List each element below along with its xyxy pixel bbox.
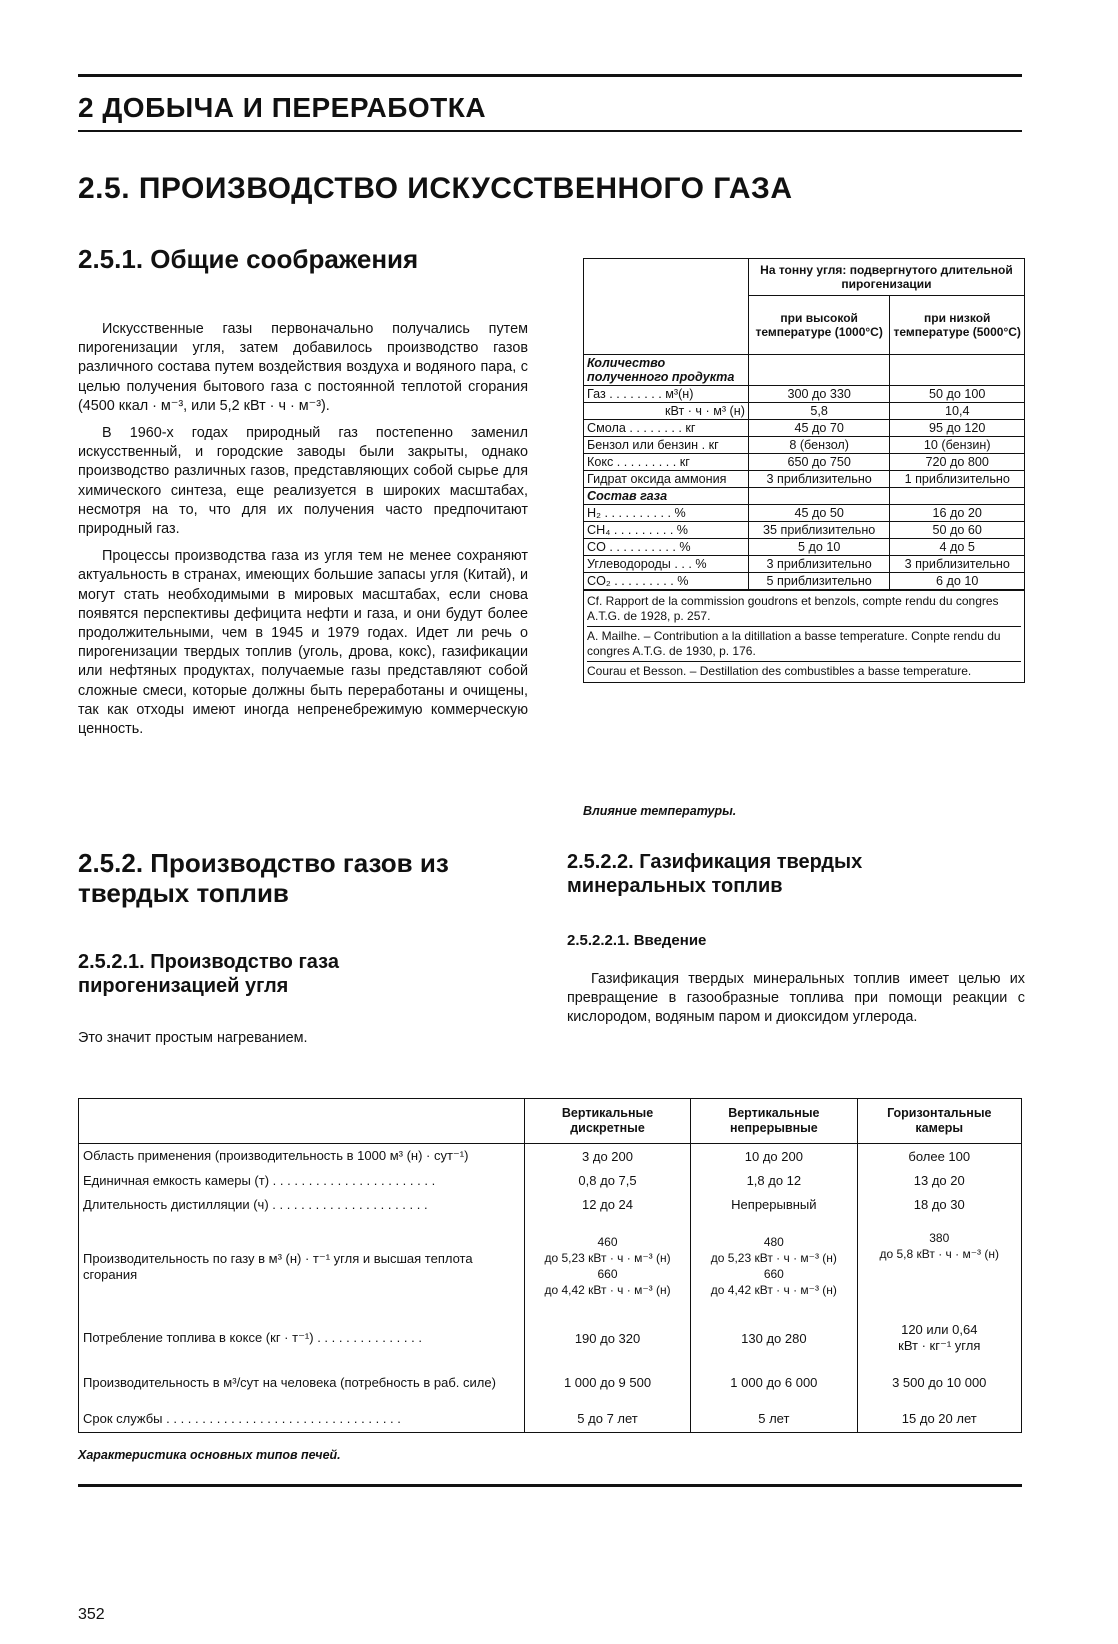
subsection-2-5-1: 2.5.1. Общие соображения	[78, 244, 419, 274]
cell-value: 3 до 200	[524, 1144, 690, 1169]
table-row	[79, 1144, 1022, 1169]
paragraph: Газификация твердых минеральных топлив имеет целью их превращение в газообразные топлива при помощи реакции с кислородом, водяным паром и диоксидом углерода.	[567, 971, 1025, 1026]
cell-value: 18 до 30	[857, 1192, 1021, 1216]
row-label: Углеводороды . . . %	[584, 556, 749, 573]
table-row	[79, 1168, 1022, 1192]
cell-value: 460 до 5,23 кВт · ч · м⁻³ (н) 660 до 4,42 кВт · ч · м⁻³ (н)	[524, 1216, 690, 1316]
cell-value: 300 до 330	[748, 386, 890, 403]
row-label: Длительность дистилляции (ч) . . . . . . . . . . . . . . . . . . . . . .	[79, 1192, 525, 1216]
cell-value: 35 приблизительно	[748, 522, 890, 539]
row-label: Единичная емкость камеры (т) . . . . . . . . . . . . . . . . . . . . . . .	[79, 1168, 525, 1192]
row-label: Область применения (производительность в 1000 м³ (н) · сут⁻¹)	[79, 1144, 525, 1169]
reference: A. Mailhe. – Contribution a la ditillation a basse temperature. Conpte rendu du congres A.T.G. de 1930, p. 176.	[587, 627, 1021, 662]
cell-value: 5,8	[748, 403, 890, 420]
cell-value: 0,8 до 7,5	[524, 1168, 690, 1192]
table-row	[79, 1360, 1022, 1404]
row-label: Срок службы . . . . . . . . . . . . . . . . . . . . . . . . . . . . . . . . .	[79, 1404, 525, 1433]
cell-value: 5 до 7 лет	[524, 1404, 690, 1433]
cell-value: 15 до 20 лет	[857, 1404, 1021, 1433]
table-header-high: при высокой температуре (1000°C)	[748, 296, 890, 355]
chapter-title: 2 ДОБЫЧА И ПЕРЕРАБОТКА	[78, 92, 487, 123]
table-cell	[748, 488, 890, 505]
cell-value: 50 до 100	[890, 386, 1025, 403]
table-row	[584, 454, 1025, 471]
cell-value: 10 до 200	[691, 1144, 857, 1169]
row-label: Гидрат оксида аммония	[584, 471, 749, 488]
paragraph: Процессы производства газа из угля тем не менее сохраняют актуальность в странах, имеющих большие запасы угля (Китай), и могут стать необходимыми в мировых масштабах, если снова появятся перспективы дефицита нефти и газа, и они будут более продолжительными, чем в 1945 и 1979 годах. Идет ли речь о пирогенизации твердых топлив (уголь, дрова, кокс), газификации или нефтяных продуктах, получаемые газы представляют собой сложные смеси, которые должны быть переработаны и очищены, так как отходы имеют иногда непренебрежимую коммерческую ценность.	[78, 548, 528, 738]
cell-value: 130 до 280	[691, 1316, 857, 1360]
table-corner	[584, 259, 749, 355]
table-header-low: при низкой температуре (5000°C)	[890, 296, 1025, 355]
row-label: Потребление топлива в коксе (кг · т⁻¹) . . . . . . . . . . . . . . .	[79, 1316, 525, 1360]
reference: Cf. Rapport de la commission goudrons et benzols, compte rendu du congres A.T.G. de 1928, p. 257.	[587, 592, 1021, 627]
table-header: Вертикальные дискретные	[524, 1099, 690, 1144]
table-row	[584, 539, 1025, 556]
cell-value: 1 приблизительно	[890, 471, 1025, 488]
table-row	[79, 1216, 1022, 1316]
cell-value: Непрерывный	[691, 1192, 857, 1216]
cell-value: 3 приблизительно	[748, 556, 890, 573]
row-label: Смола . . . . . . . . кг	[584, 420, 749, 437]
cell-value: 10 (бензин)	[890, 437, 1025, 454]
paragraph: В 1960-х годах природный газ постепенно заменил искусственный, и городские заводы были закрыты, однако производство различных газов, представляющих собой сырье для химического синтеза, еще реализуется в широких масштабах, несмотря на то, что для их получения часто предпочитают природный газ.	[78, 425, 528, 538]
cell-value: 5 приблизительно	[748, 573, 890, 591]
table-references	[584, 590, 1025, 683]
table-row	[584, 420, 1025, 437]
cell-value: 95 до 120	[890, 420, 1025, 437]
chapter-rule	[78, 130, 1022, 132]
cell-value: 380 до 5,8 кВт · ч · м⁻³ (н)	[857, 1216, 1021, 1316]
table2-caption: Характеристика основных типов печей.	[78, 1448, 341, 1462]
table-corner	[79, 1099, 525, 1144]
cell-value: 3 приблизительно	[748, 471, 890, 488]
cell-value: 190 до 320	[524, 1316, 690, 1360]
row-label: CO₂ . . . . . . . . . %	[584, 573, 749, 591]
cell-value: 13 до 20	[857, 1168, 1021, 1192]
subsection-2-5-2: 2.5.2. Производство газов из твердых топлив	[78, 848, 449, 908]
cell-value: 50 до 60	[890, 522, 1025, 539]
cell-value: 5 до 10	[748, 539, 890, 556]
cell-value: 650 до 750	[748, 454, 890, 471]
row-label: H₂ . . . . . . . . . . %	[584, 505, 749, 522]
section-title: 2.5. ПРОИЗВОДСТВО ИСКУССТВЕННОГО ГАЗА	[78, 172, 793, 205]
subsection-2-5-2-2-1: 2.5.2.2.1. Введение	[567, 932, 707, 949]
cell-value: 3 приблизительно	[890, 556, 1025, 573]
cell-value: 16 до 20	[890, 505, 1025, 522]
table-header: Горизонтальные камеры	[857, 1099, 1021, 1144]
cell-value: 480 до 5,23 кВт · ч · м⁻³ (н) 660 до 4,42 кВт · ч · м⁻³ (н)	[691, 1216, 857, 1316]
table-row	[584, 505, 1025, 522]
row-label: Газ . . . . . . . . м³(н)	[584, 386, 749, 403]
paragraph: Искусственные газы первоначально получались путем пирогенизации угля, затем добавилось производство газов различного состава путем воздействия воздуха и водяного пара, с целью получения бытового газа с постоянной теплотой сгорания (4500 ккал · м⁻³, или 5,2 кВт · ч · м⁻³).	[78, 321, 528, 414]
table-row	[584, 403, 1025, 420]
reference: Courau et Besson. – Destillation des combustibles a basse temperature.	[587, 664, 972, 678]
top-rule	[78, 74, 1022, 77]
table-row	[584, 556, 1025, 573]
cell-value: 4 до 5	[890, 539, 1025, 556]
cell-value: более 100	[857, 1144, 1021, 1169]
cell-value: 120 или 0,64 кВт · кг⁻¹ угля	[857, 1316, 1021, 1360]
cell-value: 10,4	[890, 403, 1025, 420]
cell-value: 45 до 50	[748, 505, 890, 522]
subsection-2-5-2-1: 2.5.2.1. Производство газа пирогенизацией угля	[78, 951, 339, 997]
group-label: Количество полученного продукта	[584, 355, 749, 386]
cell-value: 8 (бензол)	[748, 437, 890, 454]
table-row	[584, 522, 1025, 539]
text-2-5-2-1: Это значит простым нагреванием.	[78, 1030, 308, 1046]
table-row	[584, 471, 1025, 488]
row-label: Кокс . . . . . . . . . кг	[584, 454, 749, 471]
cell-value: 45 до 70	[748, 420, 890, 437]
cell-value: 1 000 до 6 000	[691, 1360, 857, 1404]
table-row	[79, 1316, 1022, 1360]
row-label: Бензол или бензин . кг	[584, 437, 749, 454]
table-row	[79, 1404, 1022, 1433]
cell-value: 1 000 до 9 500	[524, 1360, 690, 1404]
table-row	[584, 437, 1025, 454]
table-header: Вертикальные непрерывные	[691, 1099, 857, 1144]
subsection-2-5-2-2: 2.5.2.2. Газификация твердых минеральных топлив	[567, 851, 863, 897]
table-header-main: На тонну угля: подвергнутого длительной пирогенизации	[748, 259, 1024, 296]
table1-caption: Влияние температуры.	[583, 804, 737, 818]
table-row	[584, 573, 1025, 591]
row-label: кВт · ч · м³ (н)	[584, 403, 749, 420]
row-label: CH₄ . . . . . . . . . %	[584, 522, 749, 539]
table-cell	[748, 355, 890, 386]
table-row	[584, 386, 1025, 403]
bottom-rule	[78, 1484, 1022, 1487]
row-label: CO . . . . . . . . . . %	[584, 539, 749, 556]
cell-value: 6 до 10	[890, 573, 1025, 591]
text-introduction	[567, 970, 1025, 1036]
cell-value: 3 500 до 10 000	[857, 1360, 1021, 1404]
temperature-table	[583, 258, 1025, 683]
cell-value: 12 до 24	[524, 1192, 690, 1216]
row-label: Производительность по газу в м³ (н) · т⁻¹ угля и высшая теплота сгорания	[79, 1216, 525, 1316]
group-label: Состав газа	[584, 488, 749, 505]
cell-value: 5 лет	[691, 1404, 857, 1433]
table-row	[79, 1192, 1022, 1216]
cell-value: 720 до 800	[890, 454, 1025, 471]
furnace-types-table	[78, 1098, 1022, 1433]
table-cell	[890, 488, 1025, 505]
row-label: Производительность в м³/сут на человека (потребность в раб. силе)	[79, 1360, 525, 1404]
page-number: 352	[78, 1606, 105, 1623]
table-cell	[890, 355, 1025, 386]
cell-value: 1,8 до 12	[691, 1168, 857, 1192]
column1-text	[78, 320, 528, 747]
